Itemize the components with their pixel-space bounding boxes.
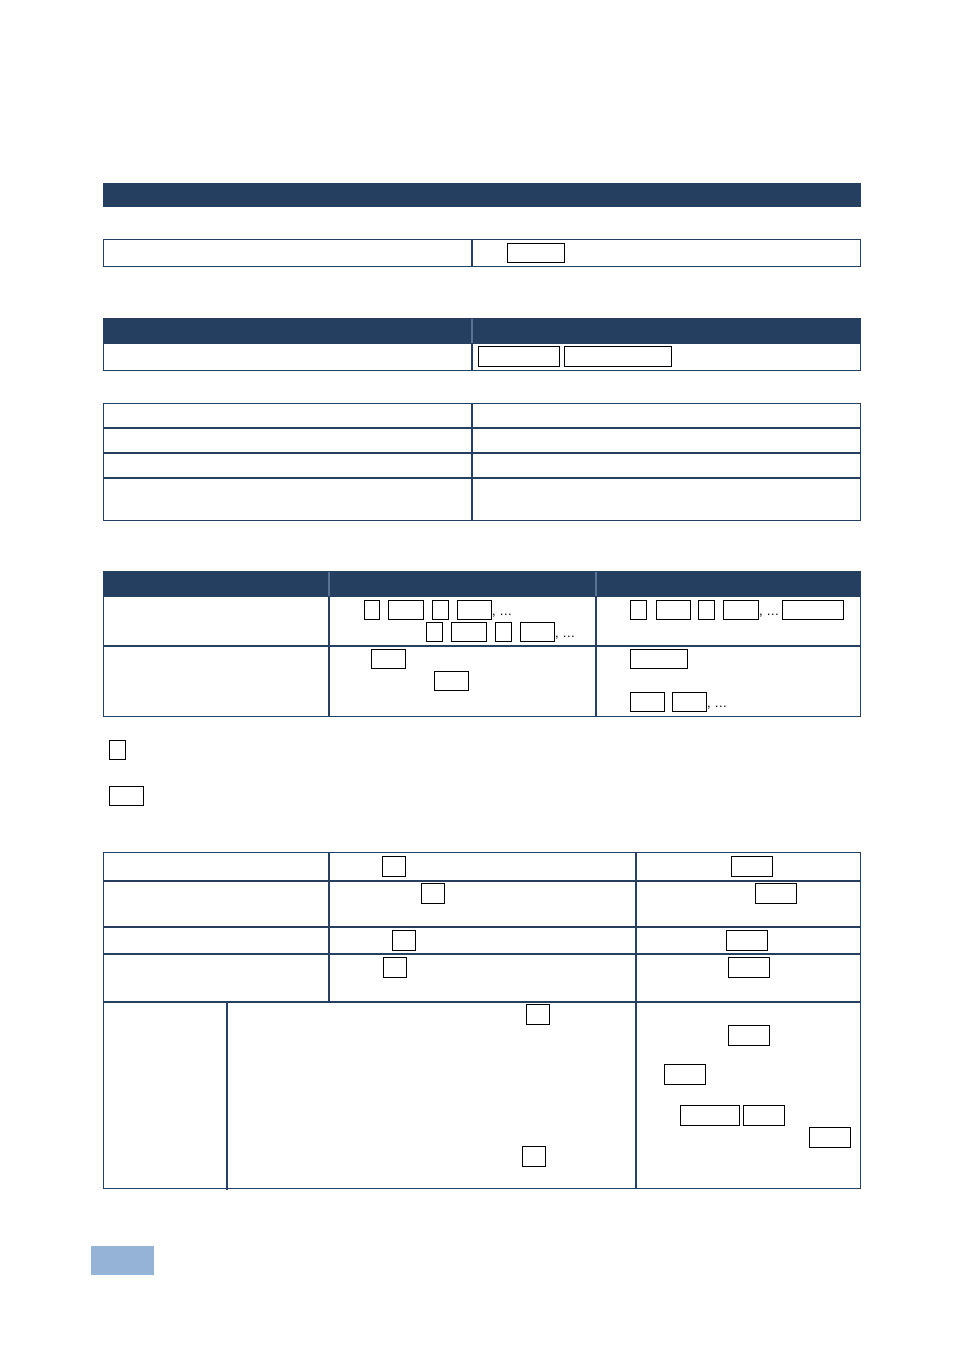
ellipsis-text: , … xyxy=(707,695,728,710)
section-title-bar xyxy=(103,183,861,207)
table-divider xyxy=(595,596,597,716)
parameter-box xyxy=(680,1105,740,1126)
parameter-box xyxy=(728,957,770,978)
header-divider xyxy=(471,319,473,343)
parameter-box xyxy=(392,930,416,951)
table-header xyxy=(103,571,861,597)
parameter-box xyxy=(731,856,773,877)
table-divider xyxy=(328,596,330,716)
row-divider xyxy=(104,427,860,429)
ellipsis-text: , … xyxy=(492,603,513,618)
parameter-box xyxy=(364,600,380,620)
table-divider xyxy=(226,1001,228,1190)
parameter-box xyxy=(457,600,492,620)
parameter-box xyxy=(723,600,759,620)
parameter-box xyxy=(432,600,449,620)
table-parameters xyxy=(103,403,861,521)
parameter-box xyxy=(421,883,445,904)
table-divider xyxy=(471,404,473,520)
page-number-tab xyxy=(91,1246,154,1275)
ellipsis-text: , … xyxy=(759,603,780,618)
header-divider xyxy=(328,572,330,596)
table-divider xyxy=(471,240,473,266)
row-divider xyxy=(104,645,860,647)
parameter-box xyxy=(755,883,797,904)
parameter-box xyxy=(522,1146,546,1167)
parameter-box xyxy=(630,692,665,712)
parameter-box xyxy=(520,622,555,642)
parameter-box xyxy=(507,243,565,263)
row-divider xyxy=(104,926,860,928)
table-examples xyxy=(103,852,861,1189)
parameter-box xyxy=(451,622,487,642)
parameter-box xyxy=(672,692,707,712)
parameter-box xyxy=(426,622,443,642)
table-header xyxy=(103,318,861,344)
parameter-box xyxy=(782,600,844,620)
parameter-box xyxy=(698,600,715,620)
parameter-box xyxy=(728,1025,770,1046)
row-divider xyxy=(104,880,860,882)
parameter-box xyxy=(371,649,406,669)
header-divider xyxy=(595,572,597,596)
parameter-box xyxy=(434,671,469,691)
parameter-box xyxy=(383,957,407,978)
parameter-box xyxy=(809,1127,851,1148)
row-divider xyxy=(104,953,860,955)
parameter-box xyxy=(478,346,560,367)
table-divider xyxy=(635,853,637,1188)
legend-box-wide xyxy=(109,786,144,806)
parameter-box xyxy=(630,600,647,620)
table-divider xyxy=(471,343,473,370)
row-divider xyxy=(104,1001,860,1003)
parameter-box xyxy=(495,622,512,642)
parameter-box xyxy=(564,346,672,367)
parameter-box xyxy=(526,1004,550,1025)
row-divider xyxy=(104,452,860,454)
row-divider xyxy=(104,477,860,479)
parameter-box xyxy=(382,856,406,877)
parameter-box xyxy=(664,1064,706,1085)
ellipsis-text: , … xyxy=(555,625,576,640)
table-syntax xyxy=(103,239,861,267)
parameter-box xyxy=(743,1105,785,1126)
parameter-box xyxy=(388,600,424,620)
legend-box-small xyxy=(109,740,126,760)
parameter-box xyxy=(726,930,768,951)
parameter-box xyxy=(630,649,688,669)
parameter-box xyxy=(656,600,691,620)
